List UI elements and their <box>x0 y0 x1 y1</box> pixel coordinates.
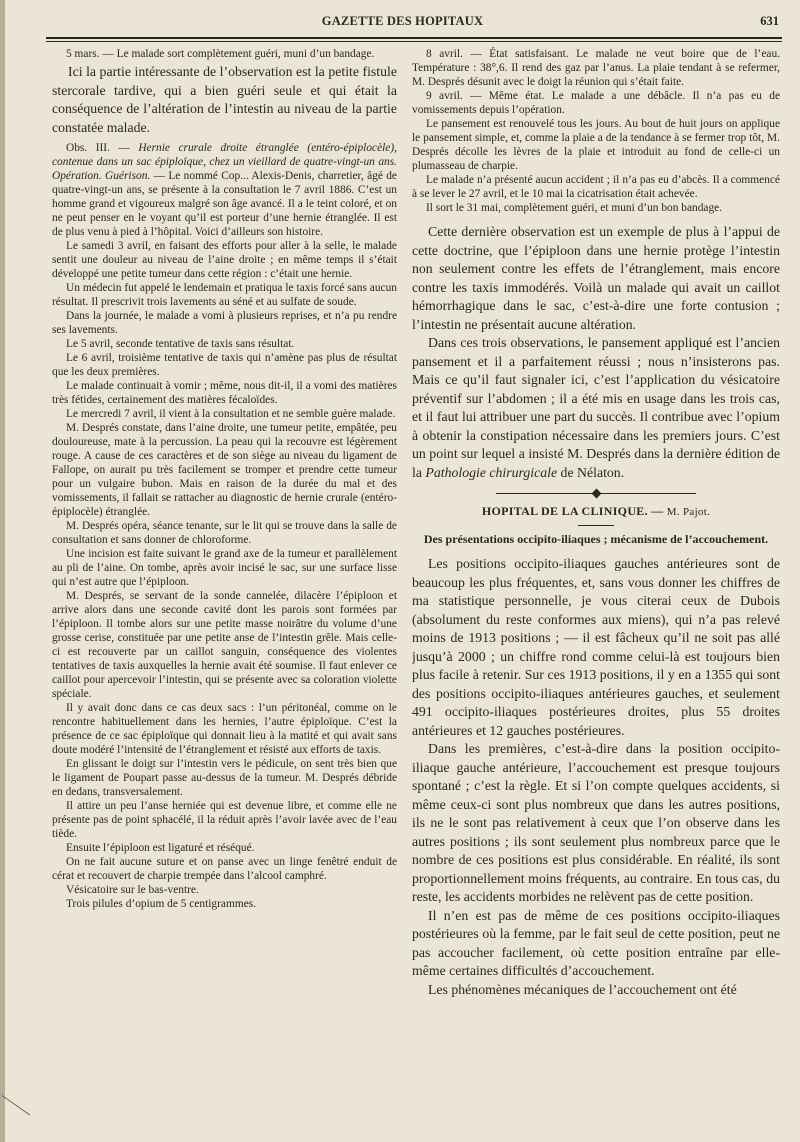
lecture-title: Des présentations occipito-iliaques ; mécanisme de l’accouchement. <box>423 532 769 546</box>
paragraph: Le pansement est renouvelé tous les jours. Au bout de huit jours on applique le pansement simple, et, comme la plaie a de la tendance à se fermer trop tôt, M. Després décolle les lèvres de la plaie et introduit au fond de celle-ci un plumasseau de charpie. <box>412 118 780 172</box>
page-header <box>20 14 785 32</box>
paragraph: M. Després opéra, séance tenante, sur le lit qui se trouve dans la salle de consultation et sans donner de chloroforme. <box>52 520 397 546</box>
paragraph: Trois pilules d’opium de 5 centigrammes. <box>66 898 257 910</box>
paragraph: M. Després constate, dans l’aine droite, une tumeur petite, empâtée, peu douloureuse, mate à la percussion. La peau qui la recouvre est légèrement rouge. A cause de ces caractères et de son siège au niveau du ligament de Fallope, on aurait pu très facilement se tromper et prendre cette tumeur pour un vulgaire bubon. Mais en raison de la durée du mal et des vomissements, il fallait se rattacher au diagnostic de hernie crurale (entéro-épiplocèle) étranglée. <box>52 422 397 518</box>
paragraph-dressing <box>412 334 780 482</box>
section-author: M. Pajot. <box>666 506 711 518</box>
paragraph: Un médecin fut appelé le lendemain et pratiqua le taxis forcé sans aucun résultat. Il prescrivit trois lavements au séné et au sulfate de soude. <box>52 282 397 308</box>
section-title: HOPITAL DE LA CLINIQUE. — <box>481 504 667 518</box>
paragraph: Le 5 avril, seconde tentative de taxis sans résultat. <box>66 338 295 350</box>
heading-separator <box>578 525 614 526</box>
paragraph: Le samedi 3 avril, en faisant des efforts pour aller à la selle, le malade sentit une douleur au niveau de l’aine droite ; en même temps il s’était développé une petite tumeur dans cette région : c’était une hernie. <box>52 240 397 280</box>
book-title: Pathologie chirurgicale <box>425 464 558 480</box>
paragraph: Il n’en est pas de même de ces positions occipito-iliaques postérieures où la femme, par le fait seul de cette position, peut ne pas accoucher facilement, où cette position entraîne par elle-même certaines difficultés d’accouchement. <box>412 907 780 978</box>
paragraph: Une incision est faite suivant le grand axe de la tumeur et parallèlement au pli de l’aine. On tombe, après avoir incisé le sac, sur une surface lisse qui n’est autre que l’épiploon. <box>52 548 397 588</box>
paragraph: Il y avait donc dans ce cas deux sacs : l’un péritonéal, comme on le rencontre habituellement dans les hernies, l’autre épiploïque. C’est la présence de ce sac épiploïque qui donnait lieu à la matité et qui avait sans doute modéré l’intensité de l’étranglement et résisté aux efforts de taxis. <box>52 702 397 756</box>
paragraph: 8 avril. — État satisfaisant. Le malade ne veut boire que de l’eau. Température : 38°,6. Il rend des gaz par l’anus. La plaie tendant à se refermer, M. Després désunit avec le doigt la réunion qui s’était faite. <box>412 48 780 88</box>
journal-title: GAZETTE DES HOPITAUX <box>321 14 484 28</box>
paragraph: En glissant le doigt sur l’intestin vers le pédicule, on sent très bien que le ligament de Poupart passe au-dessus de la tumeur. M. Després débride en dedans, transversalement. <box>52 758 397 798</box>
section-ornament <box>412 488 780 500</box>
left-column <box>52 47 397 1107</box>
paragraph: Il sort le 31 mai, complètement guéri, et muni d’un bon bandage. <box>426 202 723 214</box>
paragraph: Dans la journée, le malade a vomi à plusieurs reprises, et n’a pu rendre ses lavements. <box>52 310 397 336</box>
observation-title: Hernie crurale droite étranglée (entéro-épiplocèle), contenue dans un sac épiploïque, chez un vieillard de quatre-vingt-un ans. Opération. Guérison. <box>52 142 397 182</box>
paragraph-discharge: 5 mars. — Le malade sort complètement guéri, muni d’un bandage. <box>66 48 375 60</box>
observation-heading <box>52 141 397 239</box>
paragraph: 9 avril. — Même état. Le malade a une débâcle. Il n’a pas eu de vomissements depuis l’opération. <box>412 90 780 116</box>
corner-pen-mark <box>2 1095 30 1115</box>
page-spine-edge <box>0 0 5 1142</box>
paragraph: Il attire un peu l’anse herniée qui est devenue libre, et comme elle ne présente pas de point sphacélé, il la réduit après l’avoir lavée avec de l’eau tiède. <box>52 800 397 840</box>
paragraph: Ensuite l’épiploon est ligaturé et réséqué. <box>66 842 255 854</box>
paragraph: On ne fait aucune suture et on panse avec un linge fenêtré enduit de cérat et recouvert de charpie trempée dans l’alcool camphré. <box>52 856 397 882</box>
paragraph: Le mercredi 7 avril, il vient à la consultation et ne semble guère malade. <box>66 408 396 420</box>
observation-label: Obs. III. — <box>66 142 139 154</box>
paragraph: Les phénomènes mécaniques de l’accouchement ont été <box>428 981 737 997</box>
paragraph: Dans les premières, c’est-à-dire dans la position occipito-iliaque gauche antérieure, l’accouchement est presque toujours spontané ; c’est la règle. Et si l’on compte quelques accidents, si même ceux-ci sont plus nombreux que dans les autres positions, ils ne le sont pas relativement à ceux que l’on observe dans les autres positions ; ils sont seulement plus nombreux parce que le nombre de ces positions est plus considérable. En réalité, ils sont proportionnellement moins fréquents, au contraire. En tous cas, du reste, les accidents morbides ne relèvent pas de cette position. <box>412 741 780 904</box>
observation-intro: — Le nommé Cop... Alexis-Denis, charretier, âgé de quatre-vingt-un ans, se présente à la consultation le 7 avril 1886. C’est un homme grand et vigoureux malgré son âge avancé. Il a le teint coloré, et on ne peut penser en le voyant qu’il est porteur d’une hernie étranglée. Il est de plus venu à pied à l’hôpital. Voici d’ailleurs son histoire. <box>52 170 397 238</box>
page-number: 631 <box>760 14 779 28</box>
header-rule-thin <box>46 41 782 42</box>
section-heading <box>412 504 780 519</box>
dressing-text: Dans ces trois observations, le pansement appliqué est l’ancien pansement et il a parfaitement réussi ; nous n’insisterons pas. Mais ce qu’il faut signaler ici, c’est l’application du vésicatoire préventif sur l’abdomen ; il a été mis en usage dans les trois cas, et il faut lui attribuer une part du succès. Il contribue avec l’opium à obtenir la constipation nécessaire dans les premiers jours. C’est un point sur lequel a insisté M. Després dans la dernière édition de la <box>412 335 780 480</box>
dressing-text-end: de Nélaton. <box>557 464 625 480</box>
paragraph: M. Després, se servant de la sonde cannelée, dilacère l’épiploon et arrive alors dans une seconde cavité dont les parois sont formées par l’épiploon. Il tombe alors sur une petite masse noirâtre du volume d’une grosse cerise, constituée par une petite anse de l’intestin grêle. Mais celle-ci est recouverte par un caillot sanguin, conséquence des violentes tentatives de taxis auxquelles la hernie avait été soumise. Il faut enlever ce caillot pour apercevoir l’intestin, qui se présente avec sa coloration violette spéciale. <box>52 590 397 700</box>
paragraph-commentary: Ici la partie intéressante de l’observation est la petite fistule stercorale tardive, qui a bien guéri seule et qui était la conséquence de l’altération de l’intestin au niveau de la partie constatée malade. <box>52 64 397 135</box>
paragraph: Le malade n’a présenté aucun accident ; il n’a pas eu d’abcès. Il a commencé à se lever le 27 avril, et le 10 mai la cicatrisation était achevée. <box>412 174 780 200</box>
header-rule-thick <box>46 37 782 39</box>
paragraph: Vésicatoire sur le bas-ventre. <box>66 884 199 896</box>
paragraph: Le malade continuait à vomir ; même, nous dit-il, il a vomi des matières très fétides, certainement des matières fécaloïdes. <box>52 380 397 406</box>
paragraph: Le 6 avril, troisième tentative de taxis qui n’amène pas plus de résultat que les deux premières. <box>52 352 397 378</box>
right-column <box>412 47 780 1087</box>
paragraph: Les positions occipito-iliaques gauches antérieures sont de beaucoup les plus fréquentes, et, sans vous donner les chiffres de ma statistique personnelle, je vous citerai ceux de Dubois (absolument du reste conformes aux miens), qui n’a pas relevé moins de 1913 positions ; — il est fâcheux qu’il ne soit pas allé jusqu’à 2000 ; un chiffre rond comme celui-là est toujours bien plus facile à retenir. Sur ces 1913 positions, il y en a 1355 qui sont des positions occipito-iliaques antérieures gauches, et seulement 491 occipito-iliaques postérieures droites, plus 55 droites antérieures et 12 gauches postérieures. <box>412 556 780 738</box>
paragraph-conclusion: Cette dernière observation est un exemple de plus à l’appui de cette doctrine, que l’épiploon dans une hernie protège l’intestin non seulement contre les effets de l’étranglement, mais encore contre les taxis immodérés. Voilà un malade qui avait un caillot hémorrhagique dans le sac, c’est-à-dire une forte contusion ; l’intestin ne présentait aucune altération. <box>412 224 780 332</box>
